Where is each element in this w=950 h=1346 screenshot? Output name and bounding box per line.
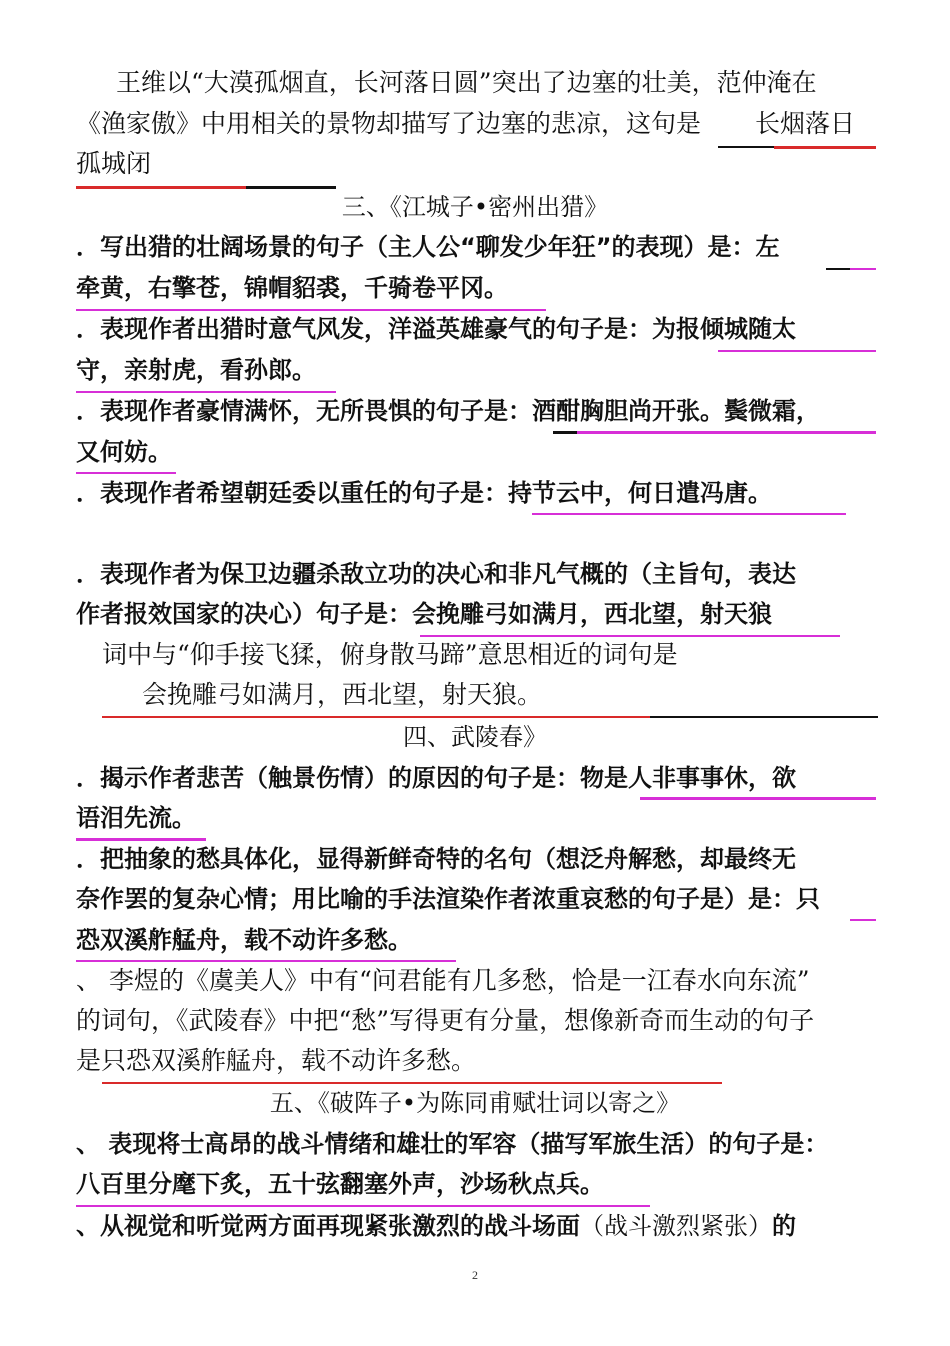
question-text: 、 李煜的《虞美人》中有“问君能有几多愁，恰是一江春水向东流” (76, 966, 810, 995)
question-text: ．表现作者希望朝廷委以重任的句子是： (76, 479, 508, 507)
underline (850, 919, 876, 921)
text-line (76, 883, 876, 915)
underline (532, 513, 846, 515)
text-span: 《渔家傲》中用相关的景物却描写了边塞的悲凉，这句是 (76, 109, 702, 138)
question-text: 的词句，《武陵春》中把“愁”写得更有分量，想像新奇而生动的句子 (76, 1006, 815, 1035)
answer-text: 又何妨。 (76, 438, 172, 466)
underline (718, 350, 876, 352)
page-number: 2 (472, 1268, 478, 1282)
underline (650, 716, 878, 718)
answer-text: 持节云中，何日遣冯唐。 (508, 479, 772, 507)
answer-text: 是只恐双溪舴艋舟，载不动许多愁。 (76, 1046, 477, 1075)
underline (577, 431, 876, 434)
text-line (76, 477, 876, 509)
question-text: 、从视觉和听觉两方面再现紧张激烈的战斗场面 (76, 1212, 580, 1240)
answer-text: 只 (796, 885, 820, 913)
question-text: （战斗激烈紧张） (580, 1212, 772, 1240)
text-line (76, 108, 876, 140)
answer-text: 孤城闭 (76, 149, 152, 178)
text-line (76, 231, 876, 263)
question-text: 作者报效国家的决心）句子是： (76, 600, 412, 628)
underline (76, 838, 206, 841)
question-text: ．写出猎的壮阔场景的句子（主人公“聊发少年狂”的表现）是： (76, 233, 756, 261)
underline (850, 268, 876, 270)
underline (246, 186, 336, 189)
answer-text: 会挽雕弓如满月，西北望，射天狼 (412, 600, 772, 628)
question-text: 奈作罢的复杂心情；用比喻的手法渲染作者浓重哀愁的句子是）是： (76, 885, 796, 913)
underline (76, 472, 176, 474)
answer-text: 语泪先流。 (76, 804, 196, 832)
text-line (76, 762, 876, 794)
answer-text: 守，亲射虎，看孙郎。 (76, 356, 316, 384)
text-line (76, 1210, 876, 1242)
text-line (76, 598, 876, 630)
answer-text: 八百里分麾下炙，五十弦翻塞外声，沙场秋点兵。 (76, 1170, 604, 1198)
underline (640, 797, 876, 800)
answer-text: 酒酣胸胆尚开张。鬓微霜， (532, 397, 820, 425)
section-heading: 三、《江城子•密州出猎》 (341, 193, 609, 221)
text-line: 王维以“大漠孤烟直，长河落日圆”突出了边塞的壮美，范仲淹在 (116, 68, 817, 97)
underline (102, 716, 650, 718)
text-line (76, 313, 876, 345)
answer-text: 会挽雕弓如满月，西北望，射天狼。 (142, 680, 543, 709)
answer-text: 牵黄，右擎苍，锦帽貂裘，千骑卷平冈。 (76, 274, 508, 302)
underline (826, 268, 850, 270)
text-line (76, 395, 876, 427)
section-heading: 五、《破阵子•为陈同甫赋壮词以寄之》 (269, 1089, 681, 1117)
underline (76, 186, 246, 189)
answer-text: 为报倾城随太 (652, 315, 796, 343)
underline (553, 431, 577, 434)
underline (76, 960, 456, 962)
question-text: ．表现作者为保卫边疆杀敌立功的决心和非凡气概的（主旨句，表达 (76, 560, 796, 588)
question-text: ．表现作者出猎时意气风发，洋溢英雄豪气的句子是： (76, 315, 652, 343)
section-heading: 四、武陵春》 (403, 723, 547, 751)
question-text: 的 (772, 1212, 796, 1240)
answer-text: 长烟落日 (755, 109, 856, 138)
underline (76, 309, 546, 311)
underline (76, 391, 336, 393)
underline (420, 635, 840, 637)
answer-text: 物是人非事事休，欲 (580, 764, 796, 792)
underline (76, 1205, 650, 1207)
underline (102, 1082, 722, 1084)
question-text: ．揭示作者悲苦（触景伤情）的原因的句子是： (76, 764, 580, 792)
question-text: ．表现作者豪情满怀，无所畏惧的句子是： (76, 397, 532, 425)
question-text: 词中与“仰手接飞猱，俯身散马蹄”意思相近的词句是 (102, 640, 678, 669)
question-text: 、 表现将士高昂的战斗情绪和雄壮的军容（描写军旅生活）的句子是： (76, 1130, 829, 1158)
answer-text: 恐双溪舴艋舟，载不动许多愁。 (76, 926, 412, 954)
answer-text: 左 (755, 233, 780, 261)
question-text: ．把抽象的愁具体化，显得新鲜奇特的名句（想泛舟解愁，却最终无 (76, 845, 796, 873)
